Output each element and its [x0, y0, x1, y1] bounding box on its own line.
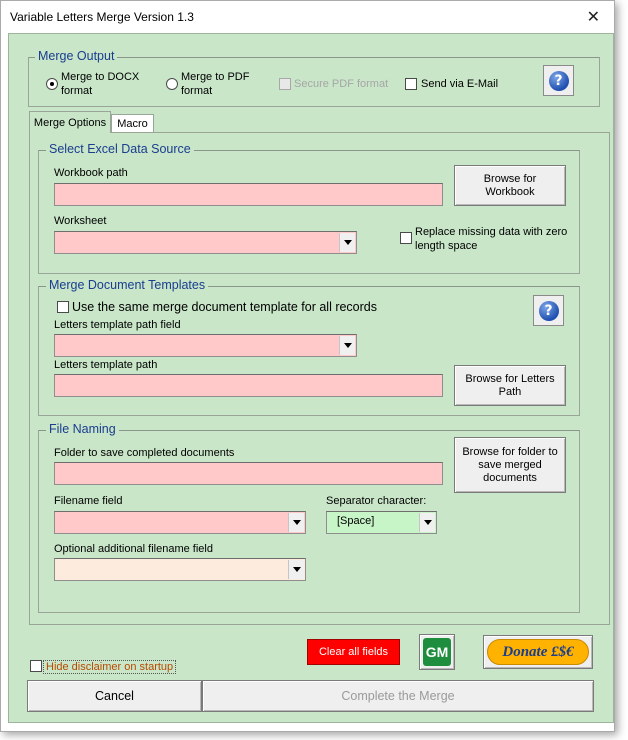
- same-template-label[interactable]: Use the same merge document template for all records: [72, 300, 377, 314]
- separator-label: Separator character:: [326, 495, 427, 507]
- secure-pdf-checkbox[interactable]: [279, 78, 291, 90]
- cancel-button[interactable]: Cancel: [27, 680, 202, 712]
- filename-field-select[interactable]: [54, 511, 306, 534]
- output-folder-label: Folder to save completed documents: [54, 447, 235, 459]
- chevron-down-icon[interactable]: [419, 513, 435, 532]
- browse-folder-button[interactable]: [454, 437, 566, 493]
- workbook-path-input[interactable]: [54, 183, 443, 206]
- window-title: Variable Letters Merge Version 1.3: [10, 10, 194, 24]
- complete-merge-button[interactable]: Complete the Merge: [202, 680, 594, 712]
- templates-help-button[interactable]: [533, 295, 564, 326]
- gm-logo-button[interactable]: [419, 634, 455, 670]
- chevron-down-icon[interactable]: [288, 560, 304, 579]
- output-folder-input[interactable]: [54, 462, 443, 485]
- merge-docx-label-2[interactable]: format: [61, 85, 93, 97]
- merge-docx-radio[interactable]: [46, 78, 58, 90]
- worksheet-select[interactable]: [54, 231, 357, 254]
- templates-legend: Merge Document Templates: [46, 278, 208, 292]
- merge-pdf-label-2[interactable]: format: [181, 85, 213, 97]
- help-icon: ?: [539, 301, 559, 321]
- donate-badge: Donate £$€: [487, 639, 589, 665]
- chevron-down-icon[interactable]: [288, 513, 304, 532]
- browse-folder-label-1: Browse for folder to: [462, 445, 558, 458]
- template-path-field-select[interactable]: [54, 334, 357, 357]
- form-body: [8, 33, 614, 723]
- help-icon: ?: [549, 71, 569, 91]
- browse-folder-label-3: documents: [483, 471, 537, 484]
- replace-missing-label-1[interactable]: Replace missing data with zero: [415, 226, 568, 238]
- title-bar: [1, 1, 614, 33]
- template-path-field-label: Letters template path field: [54, 319, 181, 331]
- browse-workbook-label-1: Browse for: [483, 172, 537, 185]
- send-email-label[interactable]: Send via E-Mail: [421, 78, 499, 90]
- replace-missing-checkbox[interactable]: [400, 232, 412, 244]
- merge-docx-label-1[interactable]: Merge to DOCX: [61, 71, 140, 83]
- browse-letters-path-button[interactable]: [454, 365, 566, 406]
- secure-pdf-label: Secure PDF format: [294, 78, 389, 90]
- separator-value: [Space]: [337, 515, 375, 527]
- hide-disclaimer-label[interactable]: Hide disclaimer on startup: [43, 660, 176, 674]
- replace-missing-label-2[interactable]: length space: [415, 240, 478, 252]
- clear-all-fields-button[interactable]: Clear all fields: [307, 639, 400, 665]
- file-naming-legend: File Naming: [46, 422, 119, 436]
- send-email-checkbox[interactable]: [405, 78, 417, 90]
- hide-disclaimer-checkbox[interactable]: [30, 660, 42, 672]
- filename-field-label: Filename field: [54, 495, 123, 507]
- template-path-label: Letters template path: [54, 359, 158, 371]
- optional-filename-select[interactable]: [54, 558, 306, 581]
- gm-logo: GM: [423, 638, 451, 666]
- close-icon[interactable]: ✕: [586, 9, 600, 26]
- same-template-checkbox[interactable]: [57, 301, 69, 313]
- worksheet-label: Worksheet: [54, 215, 107, 227]
- chevron-down-icon[interactable]: [339, 233, 355, 252]
- workbook-path-label: Workbook path: [54, 167, 128, 179]
- template-path-input[interactable]: [54, 374, 443, 397]
- merge-output-help-button[interactable]: [543, 65, 574, 96]
- tab-macro[interactable]: Macro: [111, 114, 154, 133]
- optional-filename-label: Optional additional filename field: [54, 543, 213, 555]
- browse-workbook-button[interactable]: [454, 165, 566, 206]
- separator-select[interactable]: [326, 511, 437, 534]
- excel-source-legend: Select Excel Data Source: [46, 142, 194, 156]
- tab-merge-options[interactable]: Merge Options: [29, 111, 111, 133]
- merge-pdf-radio[interactable]: [166, 78, 178, 90]
- browse-folder-label-2: save merged: [478, 458, 542, 471]
- browse-letters-label-1: Browse for Letters: [465, 372, 555, 385]
- chevron-down-icon[interactable]: [339, 336, 355, 355]
- browse-letters-label-2: Path: [498, 385, 522, 398]
- merge-pdf-label-1[interactable]: Merge to PDF: [181, 71, 250, 83]
- browse-workbook-label-2: Workbook: [485, 185, 535, 198]
- donate-button[interactable]: [483, 635, 593, 669]
- merge-output-legend: Merge Output: [35, 49, 117, 63]
